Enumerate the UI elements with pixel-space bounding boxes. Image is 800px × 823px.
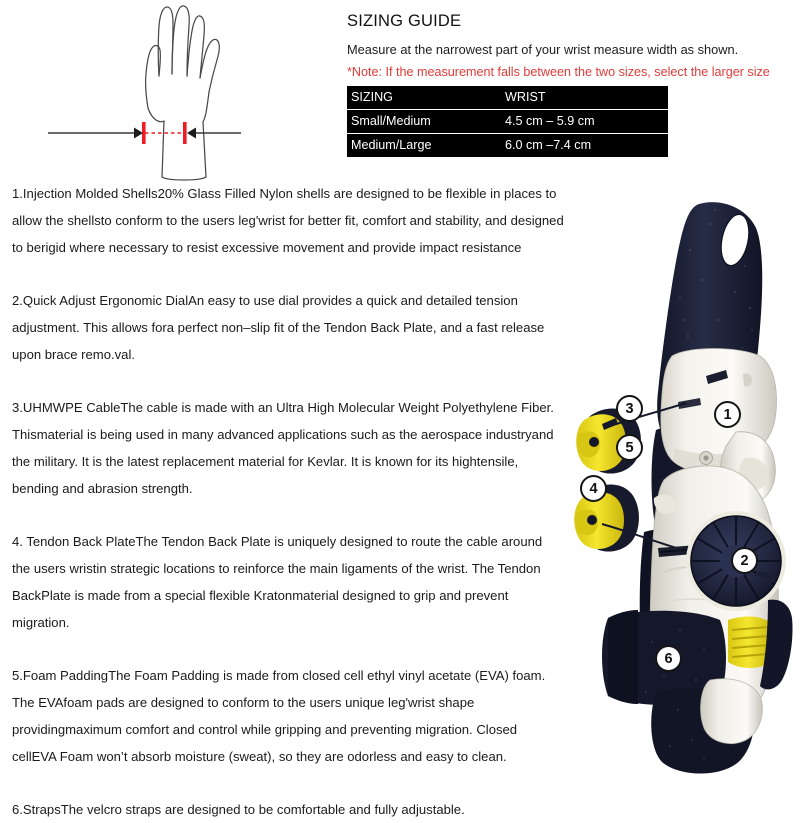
feature-paragraph-5: 5.Foam PaddingThe Foam Padding is made from closed cell ethyl vinyl acetate (EVA) foam. The EVAfoam pads are designed to conform to the users unique leg'wrist shape providingmaximum comfort and control while gripping and preventing migration. Closed cellEVA Foam won’t absorb moisture (sweat), so they are odorless and easy to clean.: [12, 668, 546, 764]
cell-size-medium-large: Medium/Large: [347, 134, 501, 158]
table-row: [347, 134, 668, 158]
hand-outline-icon: [146, 6, 220, 180]
feature-paragraph-6: 6.StrapsThe velcro straps are designed to be comfortable and fully adjustable.: [12, 802, 465, 817]
cell-wrist-medium-large: 6.0 cm –7.4 cm: [501, 134, 668, 158]
callout-badge-2: 2: [731, 547, 758, 574]
column-header-sizing: SIZING: [347, 86, 501, 110]
measurement-marker-right: [183, 122, 187, 144]
sizing-instruction-text: Measure at the narrowest part of your wrist measure width as shown.: [347, 42, 739, 57]
callout-badge-1: 1: [714, 401, 741, 428]
callout-badge-6: 6: [655, 645, 682, 672]
feature-paragraph-4: 4. Tendon Back PlateThe Tendon Back Plate is uniquely designed to route the cable around the users wristin strategic locations to reinforce the main ligaments of the wrist. The Tendon BackPlate is made from a special flexible Kratonmaterial designed to grip and prevent migration.: [12, 534, 543, 630]
cell-wrist-small-medium: 4.5 cm – 5.9 cm: [501, 110, 668, 134]
arrow-right-icon: [187, 128, 241, 139]
feature-paragraph-3: 3.UHMWPE CableThe cable is made with an Ultra High Molecular Weight Polyethylene Fiber. Thismaterial is being used in many advanced applications such as the aerospace industryand the military. It is the latest replacement material for Kevlar. It is known for its hightensile, bending and abrasion strength.: [12, 400, 554, 496]
sizing-note-text: *Note: If the measurement falls between the two sizes, select the larger size: [347, 65, 770, 79]
feature-paragraph-1: 1.Injection Molded Shells20% Glass Filled Nylon shells are designed to be flexible in places to allow the shellsto conform to the users leg'wrist for better fit, comfort and stability, and designed to berigid where necessary to resist excessive movement and provide impact resistance: [12, 186, 564, 255]
feature-paragraph-2: 2.Quick Adjust Ergonomic DialAn easy to use dial provides a quick and detailed tension adjustment. This allows fora perfect non–slip fit of the Tendon Back Plate, and a fast release upon brace remo.val.: [12, 293, 545, 362]
shell-bottom-tip: [701, 679, 763, 744]
feature-description-list: [12, 180, 564, 823]
column-header-wrist: WRIST: [501, 86, 668, 110]
sizing-guide-panel: [347, 12, 800, 157]
wrist-measurement-diagram: [96, 0, 346, 180]
callout-badge-3: 3: [616, 395, 643, 422]
callout-badge-4: 4: [580, 475, 607, 502]
sizing-table: [347, 86, 668, 157]
arrow-left-icon: [48, 128, 143, 139]
callout-badge-5: 5: [616, 434, 643, 461]
table-row: [347, 110, 668, 134]
sizing-guide-title: SIZING GUIDE: [347, 12, 462, 30]
table-header-row: [347, 86, 668, 110]
cell-size-small-medium: Small/Medium: [347, 110, 501, 134]
